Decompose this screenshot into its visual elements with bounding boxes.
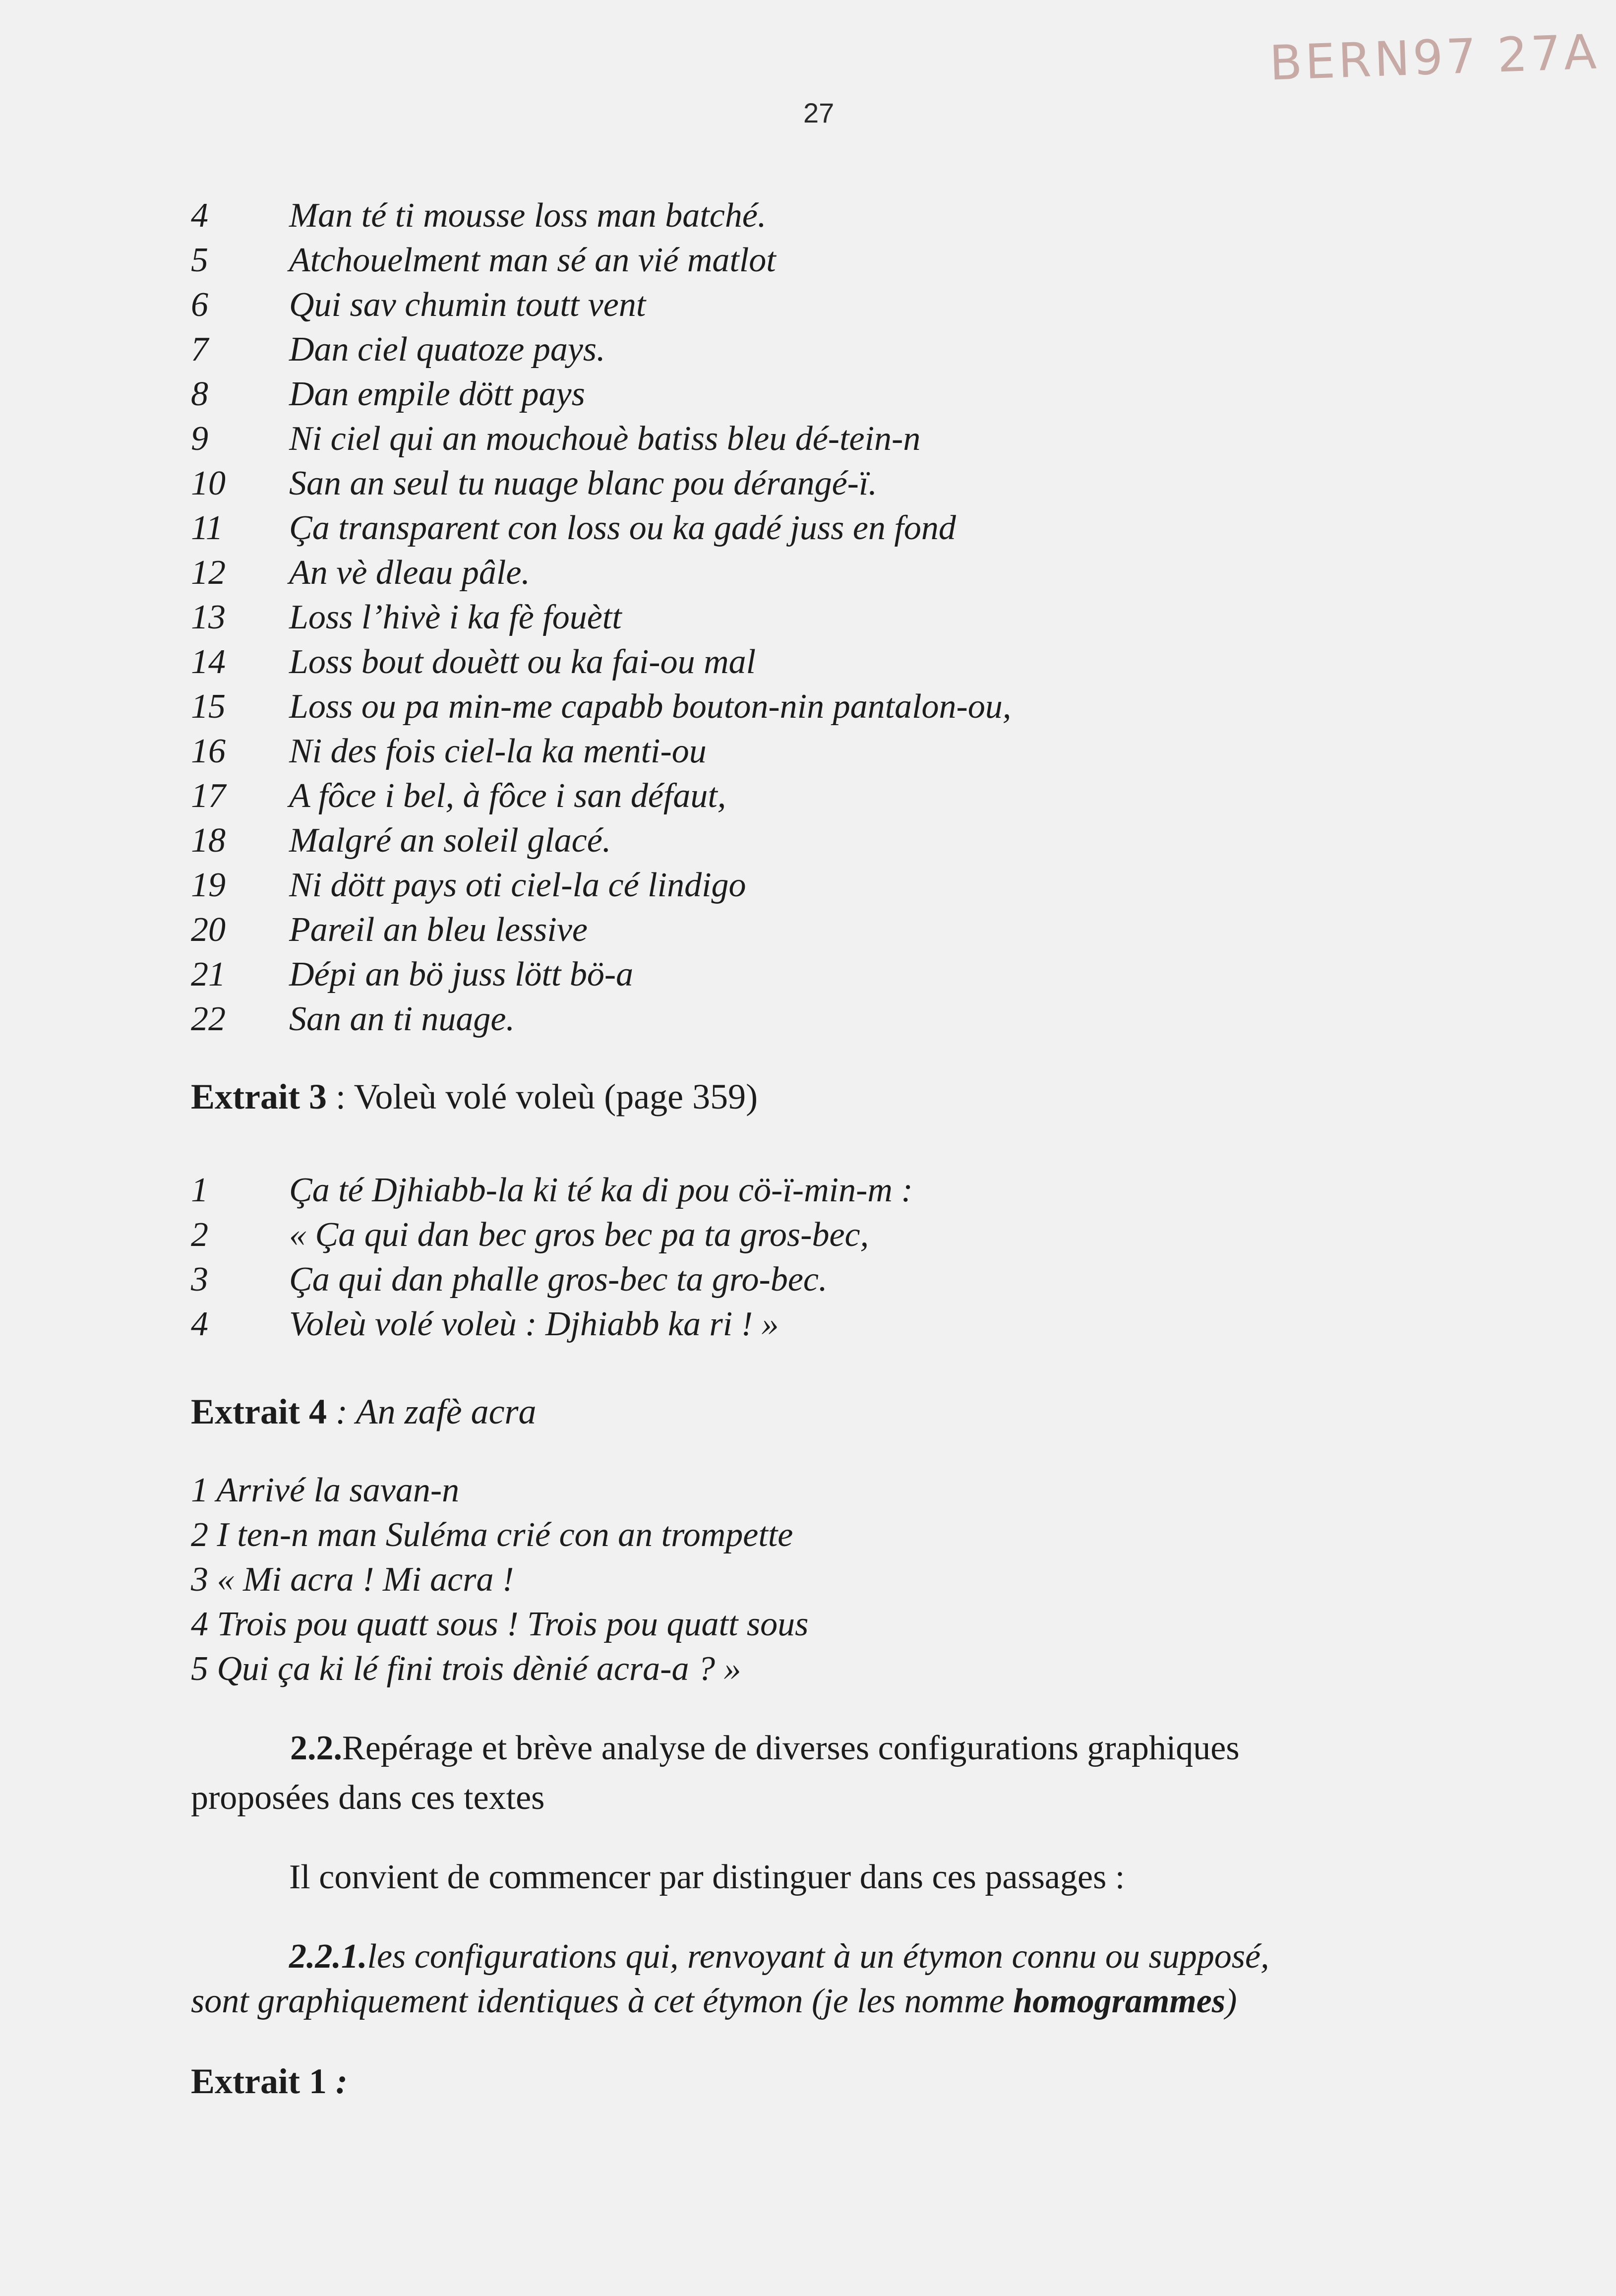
verse-line: Ni dött pays oti ciel-la cé lindigo xyxy=(289,866,746,904)
line-number: 14 xyxy=(191,643,226,681)
verse-line: Loss l’hivè i ka fè fouètt xyxy=(289,598,622,636)
line-number: 16 xyxy=(191,732,226,770)
page-number: 27 xyxy=(803,97,835,128)
extract-4-title: : An zafè acra xyxy=(326,1392,537,1431)
homogrammes-term: homogrammes xyxy=(1013,1982,1226,2020)
line-number: 13 xyxy=(191,598,226,636)
verse-line: Dan empile dött pays xyxy=(289,375,585,413)
verse-line: San an seul tu nuage blanc pou dérangé-ï. xyxy=(289,464,877,502)
verse-line: Malgré an soleil glacé. xyxy=(289,821,611,860)
line-number: 11 xyxy=(191,509,223,547)
line-number: 4 xyxy=(191,1305,208,1343)
line-number: 10 xyxy=(191,464,226,502)
verse-line: Dan ciel quatoze pays. xyxy=(289,330,605,369)
line-number: 20 xyxy=(191,911,226,949)
verse-line: Man té ti mousse loss man batché. xyxy=(289,196,767,235)
verse-line: An vè dleau pâle. xyxy=(289,554,530,592)
section-2-2-1-line2-end: ) xyxy=(1225,1982,1237,2020)
line-number: 9 xyxy=(191,420,208,458)
line-number: 18 xyxy=(191,821,226,860)
line-number: 5 xyxy=(191,241,208,279)
extract-1-colon: : xyxy=(326,2061,348,2101)
verse-line: Atchouelment man sé an vié matlot xyxy=(289,241,776,279)
verse-line: 2 I ten-n man Suléma crié con an trompette xyxy=(191,1516,793,1554)
extract-3-heading xyxy=(191,1076,758,1117)
verse-line: 4 Trois pou quatt sous ! Trois pou quatt sous xyxy=(191,1605,809,1643)
extract-4-label: Extrait 4 xyxy=(191,1392,327,1431)
verse-line: 5 Qui ça ki lé fini trois dènié acra-a ? » xyxy=(191,1650,741,1688)
line-number: 1 xyxy=(191,1171,208,1209)
verse-line: Ni ciel qui an mouchouè batiss bleu dé-tein-n xyxy=(289,420,921,458)
line-number: 19 xyxy=(191,866,226,904)
line-number: 21 xyxy=(191,955,226,993)
extract-3-label: Extrait 3 xyxy=(191,1077,327,1117)
line-number: 2 xyxy=(191,1216,208,1254)
section-2-2-text-a xyxy=(191,1729,1240,1768)
verse-line: Dépi an bö juss lött bö-a xyxy=(289,955,634,993)
section-2-2-line-2: proposées dans ces textes xyxy=(191,1779,545,1817)
verse-line: « Ça qui dan bec gros bec pa ta gros-bec, xyxy=(289,1216,869,1254)
line-number: 8 xyxy=(191,375,208,413)
section-number: 2.2. xyxy=(290,1729,342,1767)
section-2-2-line1-text: Repérage et brève analyse de diverses configurations graphiques xyxy=(342,1729,1240,1767)
section-2-2-1-line2-text: sont graphiquement identiques à cet étymon (je les nomme xyxy=(191,1982,1014,2020)
verse-line: 1 Arrivé la savan-n xyxy=(191,1471,460,1509)
line-number: 7 xyxy=(191,330,208,369)
section-2-2-1-line-1 xyxy=(289,1937,1269,1977)
verse-line: Ça té Djhiabb-la ki té ka di pou cö-ï-min-m : xyxy=(289,1171,913,1209)
verse-line: Qui sav chumin toutt vent xyxy=(289,286,646,324)
verse-line: Loss ou pa min-me capabb bouton-nin pantalon-ou, xyxy=(289,687,1012,726)
verse-line: Voleù volé voleù : Djhiabb ka ri ! » xyxy=(289,1305,779,1343)
verse-line: Pareil an bleu lessive xyxy=(289,911,588,949)
line-number: 17 xyxy=(191,777,226,815)
line-number: 12 xyxy=(191,554,226,592)
extract-1-heading xyxy=(191,2061,348,2102)
handwritten-annotation: BERN97 27A xyxy=(1268,24,1601,91)
line-number: 22 xyxy=(191,1000,226,1038)
section-2-2-heading xyxy=(191,1729,1440,1768)
verse-line: Ni des fois ciel-la ka menti-ou xyxy=(289,732,707,770)
line-number: 4 xyxy=(191,196,208,235)
verse-line: Loss bout douètt ou ka fai-ou mal xyxy=(289,643,756,681)
extract-1-label: Extrait 1 xyxy=(191,2061,327,2101)
line-number: 15 xyxy=(191,687,226,726)
verse-line: Ça transparent con loss ou ka gadé juss en fond xyxy=(289,509,956,547)
section-2-2-1-line1-text: les configurations qui, renvoyant à un étymon connu ou supposé, xyxy=(367,1937,1269,1976)
section-number: 2.2.1. xyxy=(289,1937,367,1976)
section-2-2-line-1 xyxy=(191,1729,1440,1768)
line-number: 6 xyxy=(191,286,208,324)
verse-line: 3 « Mi acra ! Mi acra ! xyxy=(191,1560,514,1599)
verse-line: San an ti nuage. xyxy=(289,1000,515,1038)
extract-4-heading xyxy=(191,1391,537,1432)
intro-sentence: Il convient de commencer par distinguer dans ces passages : xyxy=(289,1858,1125,1896)
verse-line: Ça qui dan phalle gros-bec ta gro-bec. xyxy=(289,1260,828,1299)
extract-3-title: : Voleù volé voleù (page 359) xyxy=(326,1077,758,1117)
section-2-2-1-line-2 xyxy=(191,1982,1237,2021)
line-number: 3 xyxy=(191,1260,208,1299)
verse-line: A fôce i bel, à fôce i san défaut, xyxy=(289,777,726,815)
